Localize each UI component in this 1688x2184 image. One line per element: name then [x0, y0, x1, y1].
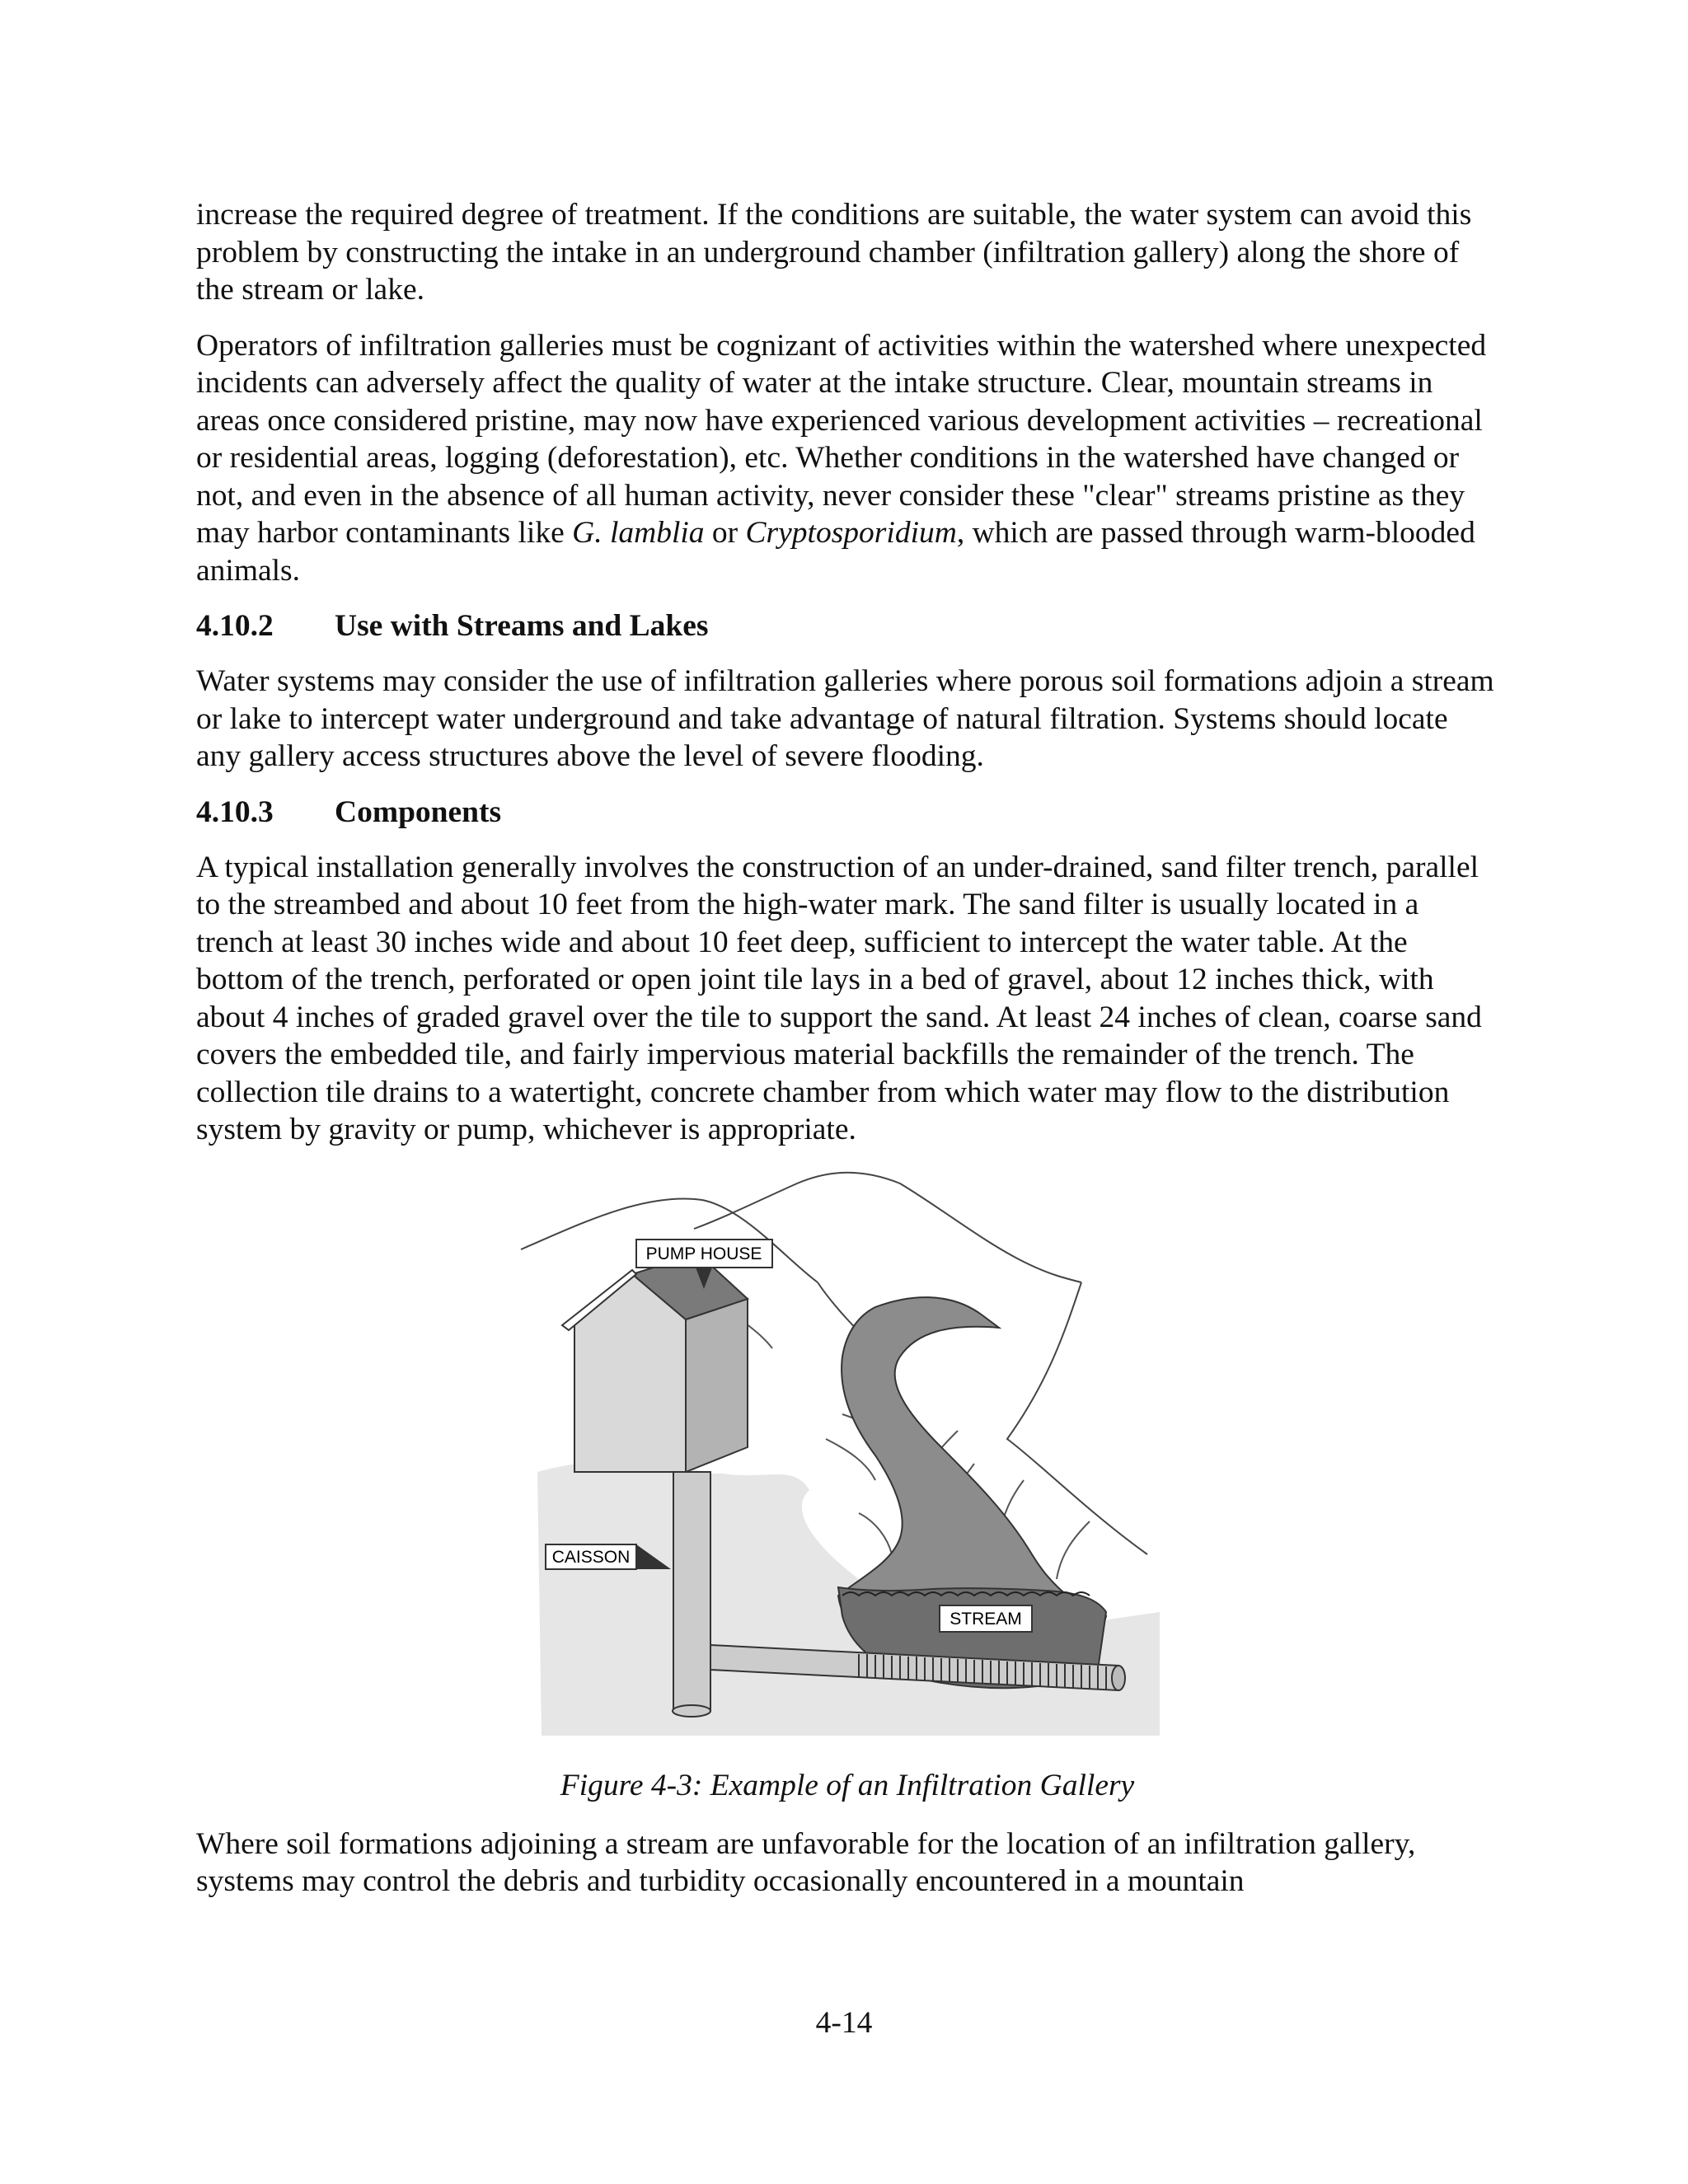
- figure-caption: Figure 4-3: Example of an Infiltration Gallery: [560, 1768, 1135, 1802]
- page-number: 4-14: [815, 2006, 873, 2040]
- stream-callout: [940, 1605, 1032, 1632]
- paragraph-operators-text-1: Operators of infiltration galleries must be cognizant of activities within the watershed where unexpected incidents can adversely affect the quality of water at the intake structure. Clear, mountain streams in areas once considered pristine, may now have experienced various development activities – recreational or residential areas, logging (deforestation), etc. Whether conditions in the watershed have changed or not, and even in the absence of all human activity, never consider these "clear" streams pristine as they may harbor contaminants like: [196, 328, 1487, 550]
- section-title: Use with Streams and Lakes: [335, 609, 709, 643]
- caisson-label: CAISSON: [551, 1547, 631, 1567]
- paragraph-operators-text-2: or: [704, 516, 746, 550]
- pump-house-label: PUMP HOUSE: [645, 1244, 762, 1263]
- collection-tile-end: [1112, 1666, 1125, 1690]
- pump-house-side: [686, 1299, 748, 1472]
- caisson-pipe: [673, 1472, 710, 1711]
- paragraph-intro: increase the required degree of treatment. If the conditions are suitable, the water system can avoid this problem by constructing the intake in an underground chamber (infiltration gallery) along the shore of the stream or lake.: [196, 198, 1472, 307]
- infiltration-gallery-illustration: [513, 1167, 1172, 1760]
- paragraph-operators-text-3: , which are passed through warm-blooded animals.: [196, 516, 1475, 588]
- page-content: [196, 196, 1498, 1919]
- paragraph-components: A typical installation generally involves the construction of an under-drained, sand filter trench, parallel to the streambed and about 10 feet from the high-water mark. The sand filter is usually located in a trench at least 30 inches wide and about 10 feet deep, sufficient to intercept the water table. At the bottom of the trench, perforated or open joint tile lays in a bed of gravel, about 12 inches thick, with about 4 inches of graded gravel over the tile to support the sand. At least 24 inches of clean, coarse sand covers the embedded tile, and fairly impervious material backfills the remainder of the trench. The collection tile drains to a watertight, concrete chamber from which water may flow to the distribution system by gravity or pump, whichever is appropriate.: [196, 850, 1482, 1146]
- stream-label: STREAM: [950, 1609, 1022, 1629]
- organism-name-cryptosporidium: Cryptosporidium: [745, 516, 957, 550]
- paragraph-unfavorable-soil: Where soil formations adjoining a stream are unfavorable for the location of an infiltration gallery, systems may control the debris and turbidity occasionally encountered in a mountain: [196, 1826, 1416, 1898]
- caisson-bottom: [673, 1705, 710, 1717]
- section-number: 4.10.2: [196, 609, 274, 643]
- section-heading-components: [196, 794, 1498, 831]
- section-title: Components: [335, 794, 502, 829]
- hill-right: [1007, 1282, 1147, 1554]
- section-number: 4.10.3: [196, 794, 274, 829]
- paragraph-streams-lakes: Water systems may consider the use of infiltration galleries where porous soil formations adjoin a stream or lake to intercept water underground and take advantage of natural filtration. Systems should locate any gallery access structures above the level of severe flooding.: [196, 664, 1494, 773]
- paragraph-operators: [196, 327, 1498, 590]
- figure-infiltration-gallery: [196, 1167, 1498, 1760]
- section-heading-streams-lakes: [196, 607, 1498, 644]
- organism-name-giardia: G. lamblia: [572, 516, 705, 550]
